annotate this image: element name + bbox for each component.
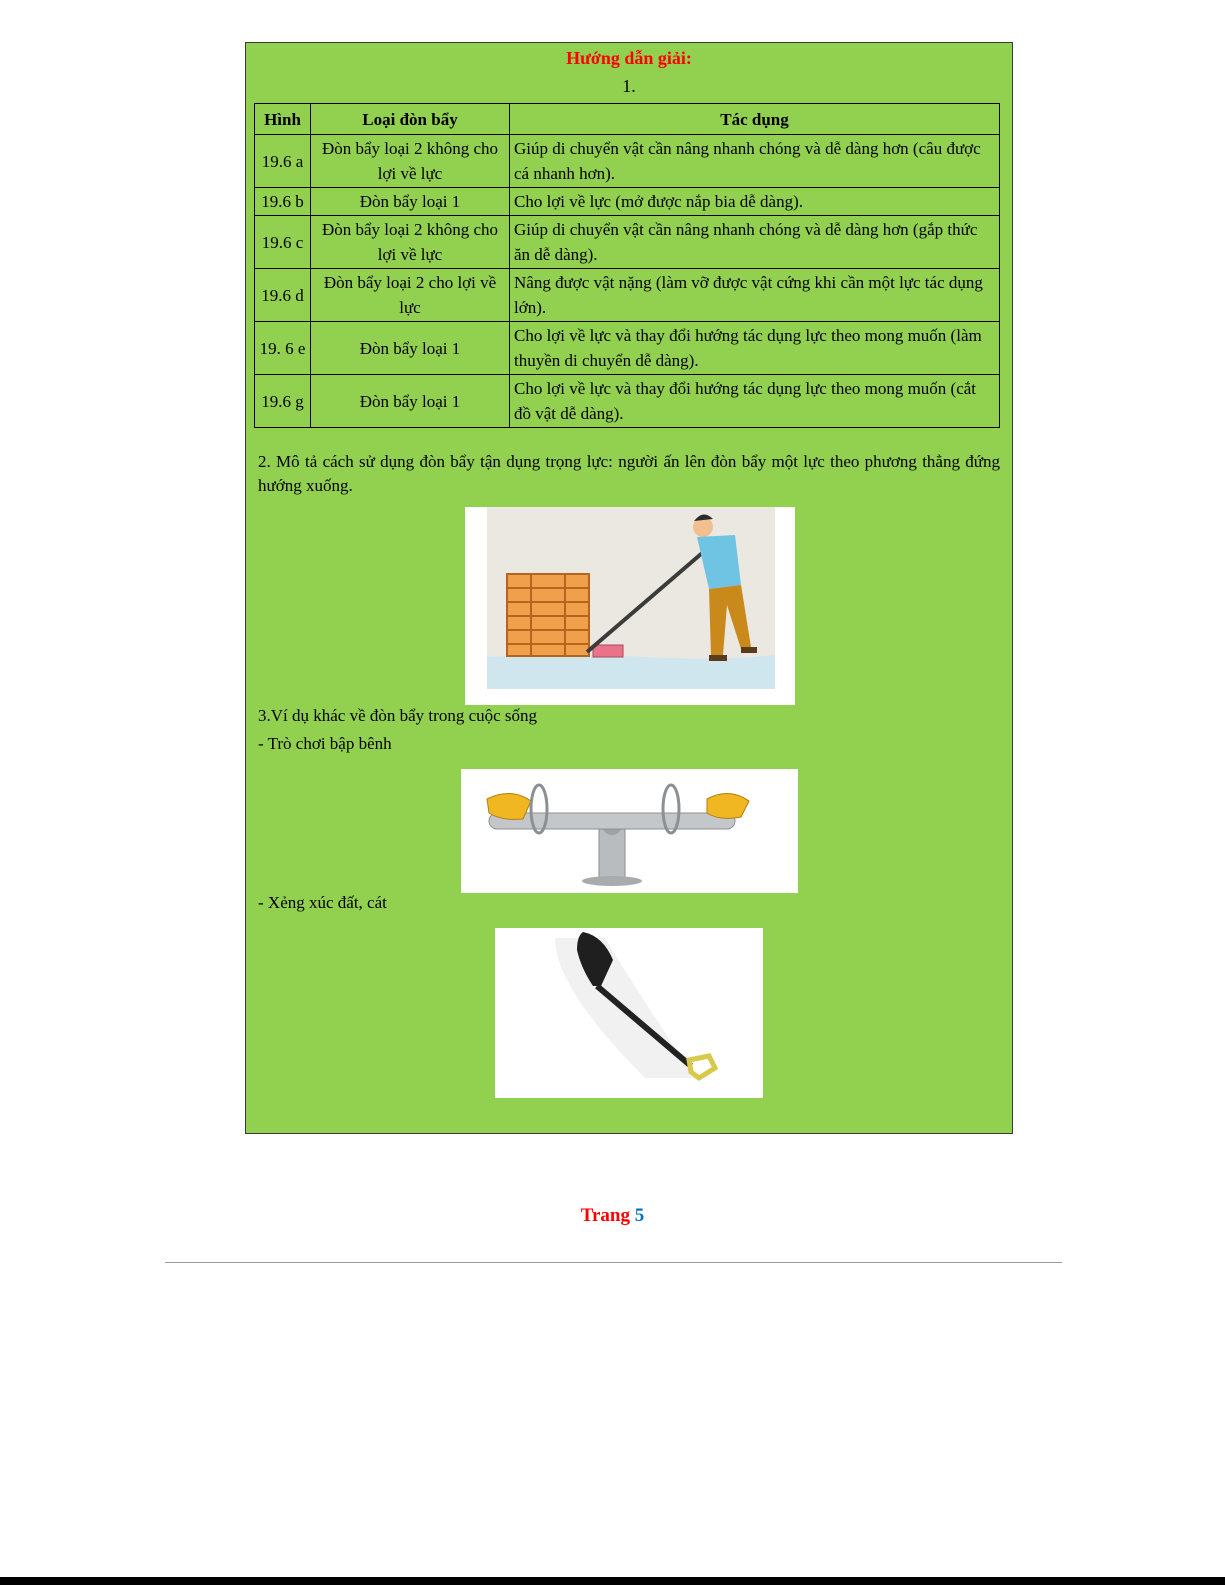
page-number: 5 [634,1205,645,1226]
lever-illustration-svg [465,507,795,705]
cell-tac-dung: Cho lợi về lực và thay đổi hướng tác dụng lực theo mong muốn (cắt đồ vật dễ dàng). [510,375,1000,428]
shovel-illustration-svg [495,928,763,1098]
cell-loai: Đòn bẩy loại 1 [311,188,510,216]
solution-box [245,42,1013,1134]
lever-table [254,103,1000,428]
cell-tac-dung: Cho lợi về lực (mở được nắp bia dễ dàng). [510,188,1000,216]
table-row [255,135,1000,188]
header-hinh: Hình [255,104,311,135]
table-row [255,269,1000,322]
footer-divider [165,1262,1062,1263]
table-row [255,375,1000,428]
cell-loai: Đòn bẩy loại 2 không cho lợi về lực [311,216,510,269]
cell-loai: Đòn bẩy loại 2 cho lợi về lực [311,269,510,322]
example1-text: - Trò chơi bập bênh [258,734,392,753]
solution-heading: Hướng dẫn giải: [566,48,692,68]
part3-title: 3.Ví dụ khác về đòn bẩy trong cuộc sống [258,706,538,725]
table-row [255,188,1000,216]
crate-drawing [507,574,589,656]
bottom-edge-bar [0,1577,1225,1585]
cell-hinh: 19.6 a [255,135,311,188]
header-tac-dung: Tác dụng [510,104,1000,135]
part1-label: 1. [622,76,636,96]
header-loai: Loại đòn bẩy [311,104,510,135]
lever-illustration [465,507,795,705]
table-row [255,216,1000,269]
cell-hinh: 19.6 d [255,269,311,322]
cell-loai: Đòn bẩy loại 1 [311,322,510,375]
cell-hinh: 19. 6 e [255,322,311,375]
shovel-illustration [495,928,763,1098]
cell-tac-dung: Nâng được vật nặng (làm vỡ được vật cứng khi cần một lực tác dụng lớn). [510,269,1000,322]
cell-tac-dung: Giúp di chuyển vật cần nâng nhanh chóng và dễ dàng hơn (câu được cá nhanh hơn). [510,135,1000,188]
table-header-row [255,104,1000,135]
page-footer [0,1205,1225,1227]
table-row [255,322,1000,375]
seesaw-illustration-svg [461,769,798,893]
seesaw-illustration [461,769,798,893]
cell-loai: Đòn bẩy loại 2 không cho lợi về lực [311,135,510,188]
cell-hinh: 19.6 c [255,216,311,269]
cell-hinh: 19.6 g [255,375,311,428]
cell-loai: Đòn bẩy loại 1 [311,375,510,428]
example2-text: - Xẻng xúc đất, cát [258,893,387,912]
cell-tac-dung: Giúp di chuyển vật cần nâng nhanh chóng và dễ dàng hơn (gắp thức ăn dễ dàng). [510,216,1000,269]
cell-tac-dung: Cho lợi về lực và thay đổi hướng tác dụng lực theo mong muốn (làm thuyền di chuyển dễ dàng). [510,322,1000,375]
cell-hinh: 19.6 b [255,188,311,216]
page-word: Trang [580,1205,635,1226]
part2-text: 2. Mô tả cách sử dụng đòn bẩy tận dụng trọng lực: người ấn lên đòn bẩy một lực theo phương thẳng đứng hướng xuống. [258,452,1000,495]
